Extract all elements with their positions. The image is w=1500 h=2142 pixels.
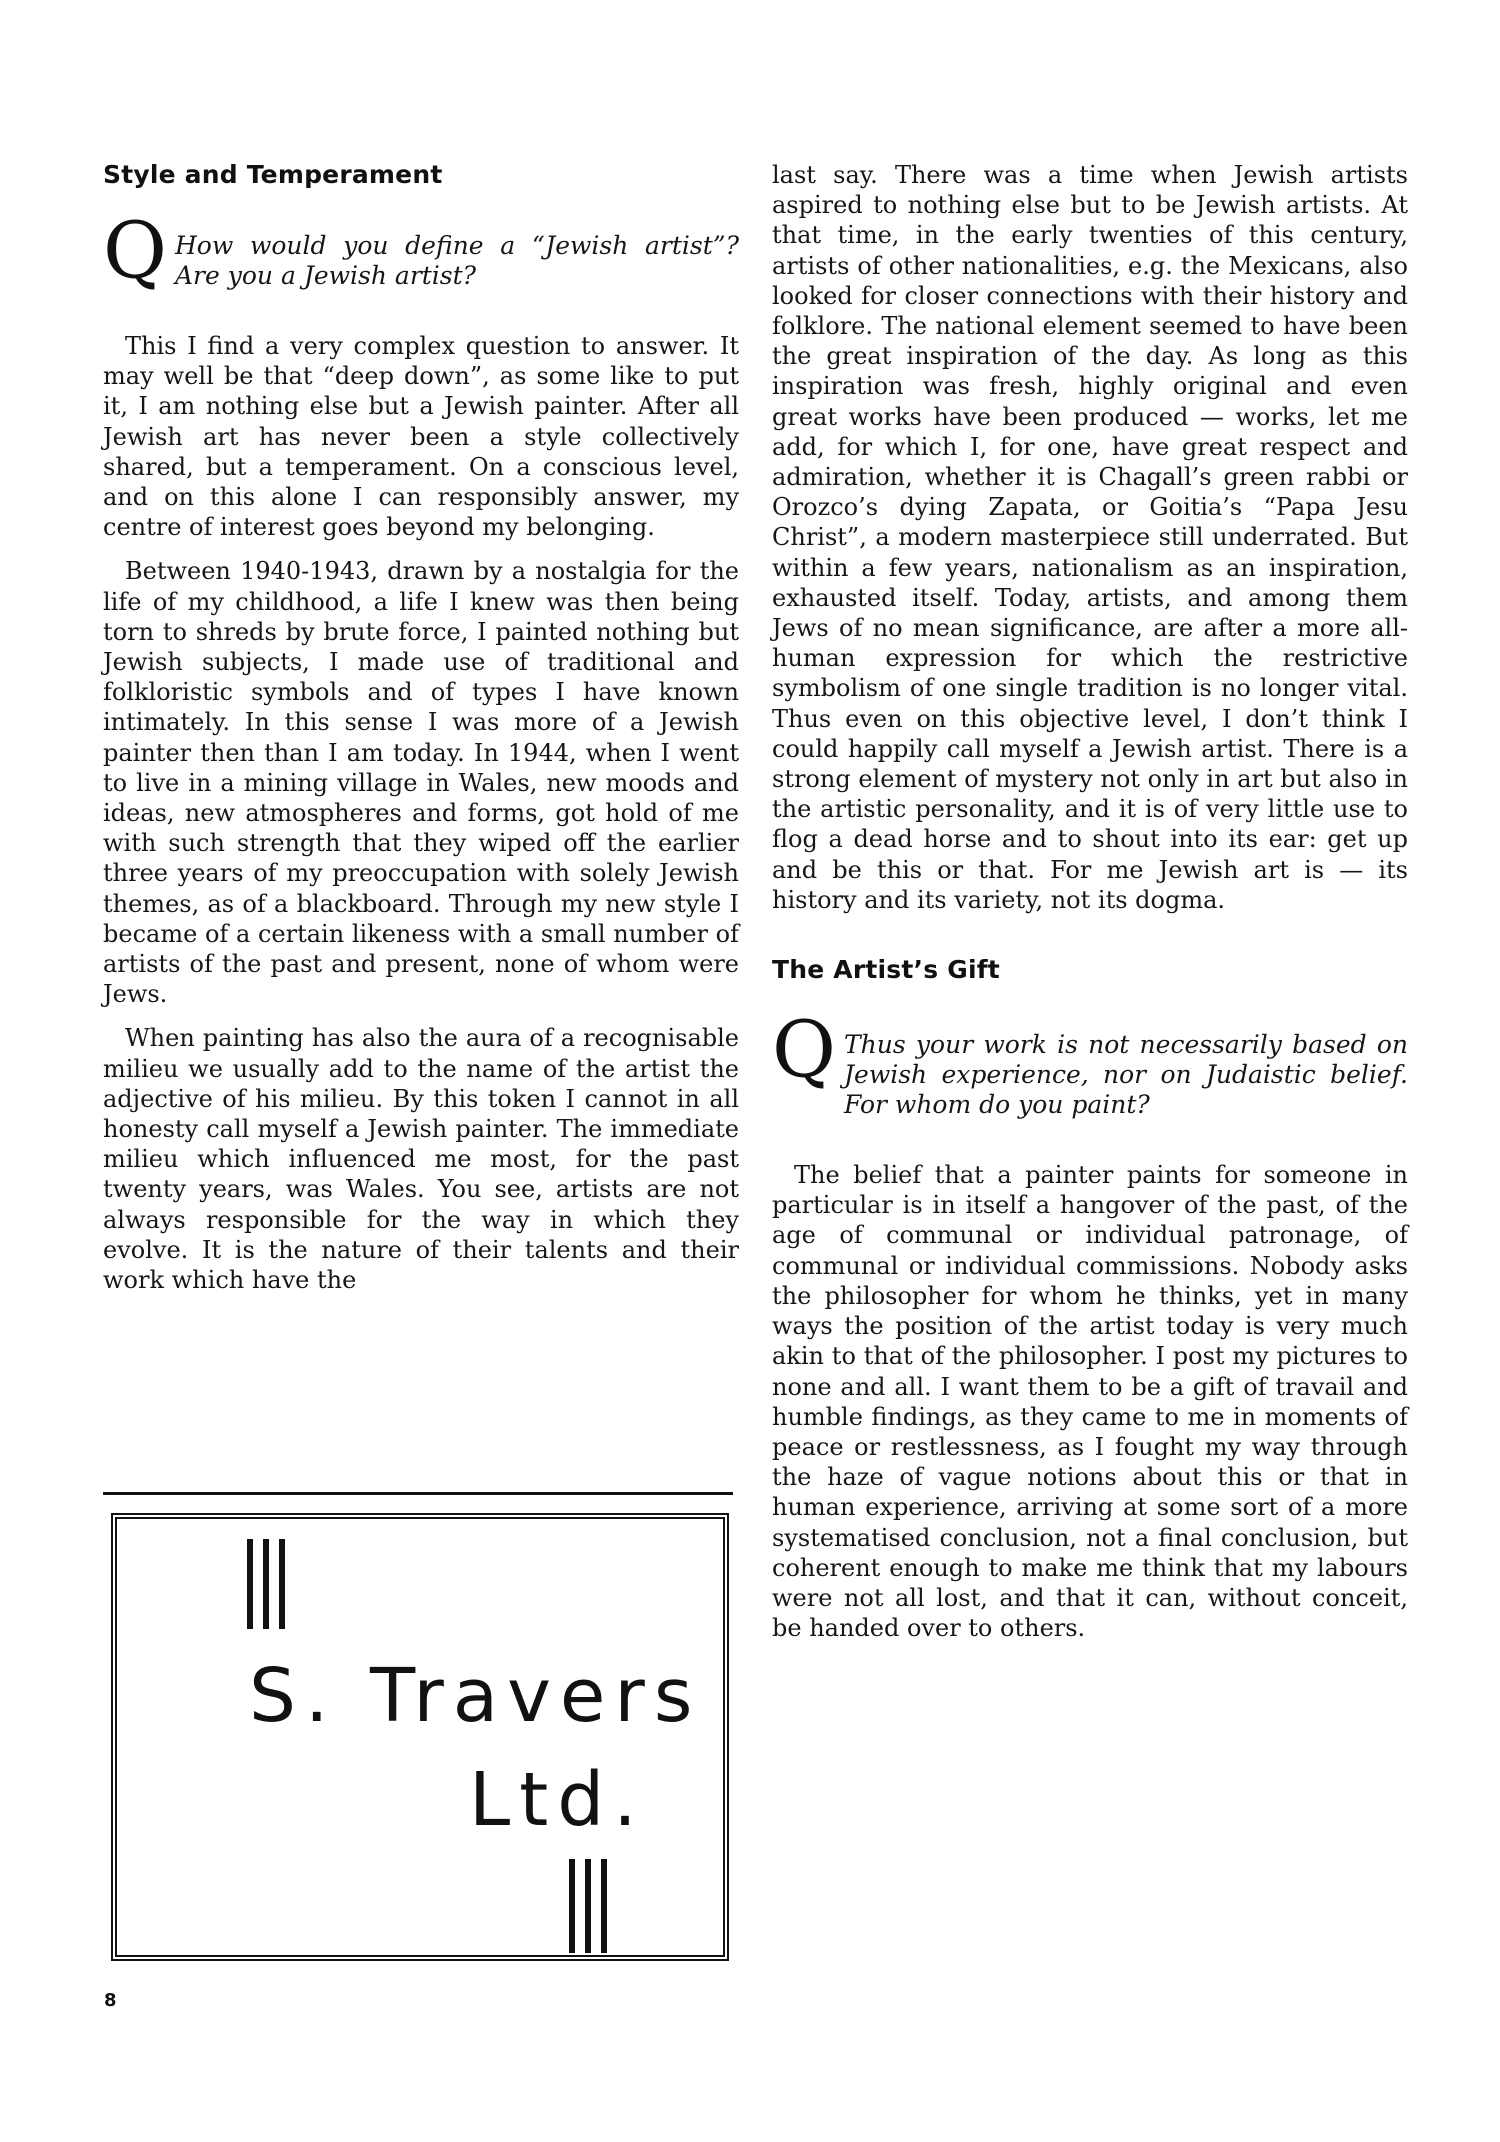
- decorative-bars-top: [247, 1539, 291, 1629]
- interview-question: [103, 206, 739, 331]
- advertisement-frame: [111, 1513, 729, 1961]
- right-column: [772, 160, 1408, 1657]
- answer-paragraph: When painting has also the aura of a recognisable milieu we usually add to the name of the artist the adjective of his milieu. By this token I cannot in all honesty call myself a Jewish painter. The immediate milieu which influenced me most, for the past twenty years, was Wales. You see, artists are not always responsible for the way in which they evolve. It is the nature of their talents and their work which have the: [103, 1024, 739, 1295]
- left-column: [103, 160, 739, 1309]
- decorative-bars-bottom: [569, 1859, 613, 1953]
- question-marker: Q: [103, 206, 167, 296]
- question-text: How would you define a “Jewish artist”? Are you a Jewish artist?: [175, 231, 739, 290]
- advertisement-s-travers: [103, 1492, 733, 1961]
- section-heading-the-artists-gift: The Artist’s Gift: [772, 955, 1000, 985]
- continued-paragraph: last say. There was a time when Jewish artists aspired to nothing else but to be Jewish artists. At that time, in the early twenties of this century, artists of other nationalities, e.g. the Mexicans, also looked for closer connections with their history and folklore. The national element seemed to have been the great inspiration of the day. As long as this inspiration was fresh, highly original and even great works have been produced — works, let me add, for which I, for one, have great respect and admiration, whether it is Chagall’s green rabbi or Orozco’s dying Zapata, or Goitia’s “Papa Jesu Christ”, a modern masterpiece still underrated. But within a few years, nationalism as an inspiration, exhausted itself. Today, artists, and among them Jews of no mean significance, are after a more all-human expression for which the restrictive symbolism of one single tradition is no longer vital. Thus even on this objective level, I don’t think I could happily call myself a Jewish artist. There is a strong element of mystery not only in art but also in the artistic personality, and it is of very little use to flog a dead horse and to shout into its ear: get up and be this or that. For me Jewish art is — its history and its variety, not its dogma.: [772, 161, 1408, 914]
- answer-paragraph: Between 1940-1943, drawn by a nostalgia for the life of my childhood, a life I knew was then being torn to shreds by brute force, I painted nothing but Jewish subjects, I made use of traditional and folkloristic symbols and of types I have known intimately. In this sense I was more of a Jewish painter then than I am today. In 1944, when I went to live in a mining village in Wales, new moods and ideas, new atmospheres and forms, got hold of me with such strength that they wiped off the earlier three years of my preoccupation with solely Jewish themes, as of a blackboard. Through my new style I became of a certain likeness with a small number of artists of the past and present, none of whom were Jews.: [103, 557, 739, 1009]
- advertiser-suffix: Ltd.: [469, 1757, 646, 1843]
- answer-paragraph: This I find a very complex question to answer. It may well be that “deep down”, as some like to put it, I am nothing else but a Jewish painter. After all Jewish art has never been a style collectively shared, but a temperament. On a conscious level, and on this alone I can responsibly answer, my centre of interest goes beyond my belonging.: [103, 332, 739, 542]
- interview-question: [772, 1005, 1408, 1160]
- answer-paragraph: The belief that a painter paints for someone in particular is in itself a hangover of the past, of the age of communal or individual patronage, of communal or individual commissions. Nobody asks the philosopher for whom he thinks, yet in many ways the position of the artist today is very much akin to that of the philosopher. I post my pictures to none and all. I want them to be a gift of travail and humble findings, as they came to me in moments of peace or restlessness, as I fought my way through the haze of vague notions about this or that in human experience, arriving at some sort of a more systematised conclusion, not a final conclusion, but coherent enough to make me think that my labours were not all lost, and that it can, without conceit, be handed over to others.: [772, 1161, 1408, 1643]
- page-number: 8: [104, 1990, 117, 2011]
- section-heading-style-and-temperament: Style and Temperament: [103, 160, 443, 189]
- advertiser-name: S. Travers: [249, 1653, 702, 1739]
- question-marker: Q: [772, 1005, 836, 1096]
- question-text: Thus your work is not necessarily based on Jewish experience, nor on Judaistic belief. For whom do you paint?: [844, 1030, 1408, 1120]
